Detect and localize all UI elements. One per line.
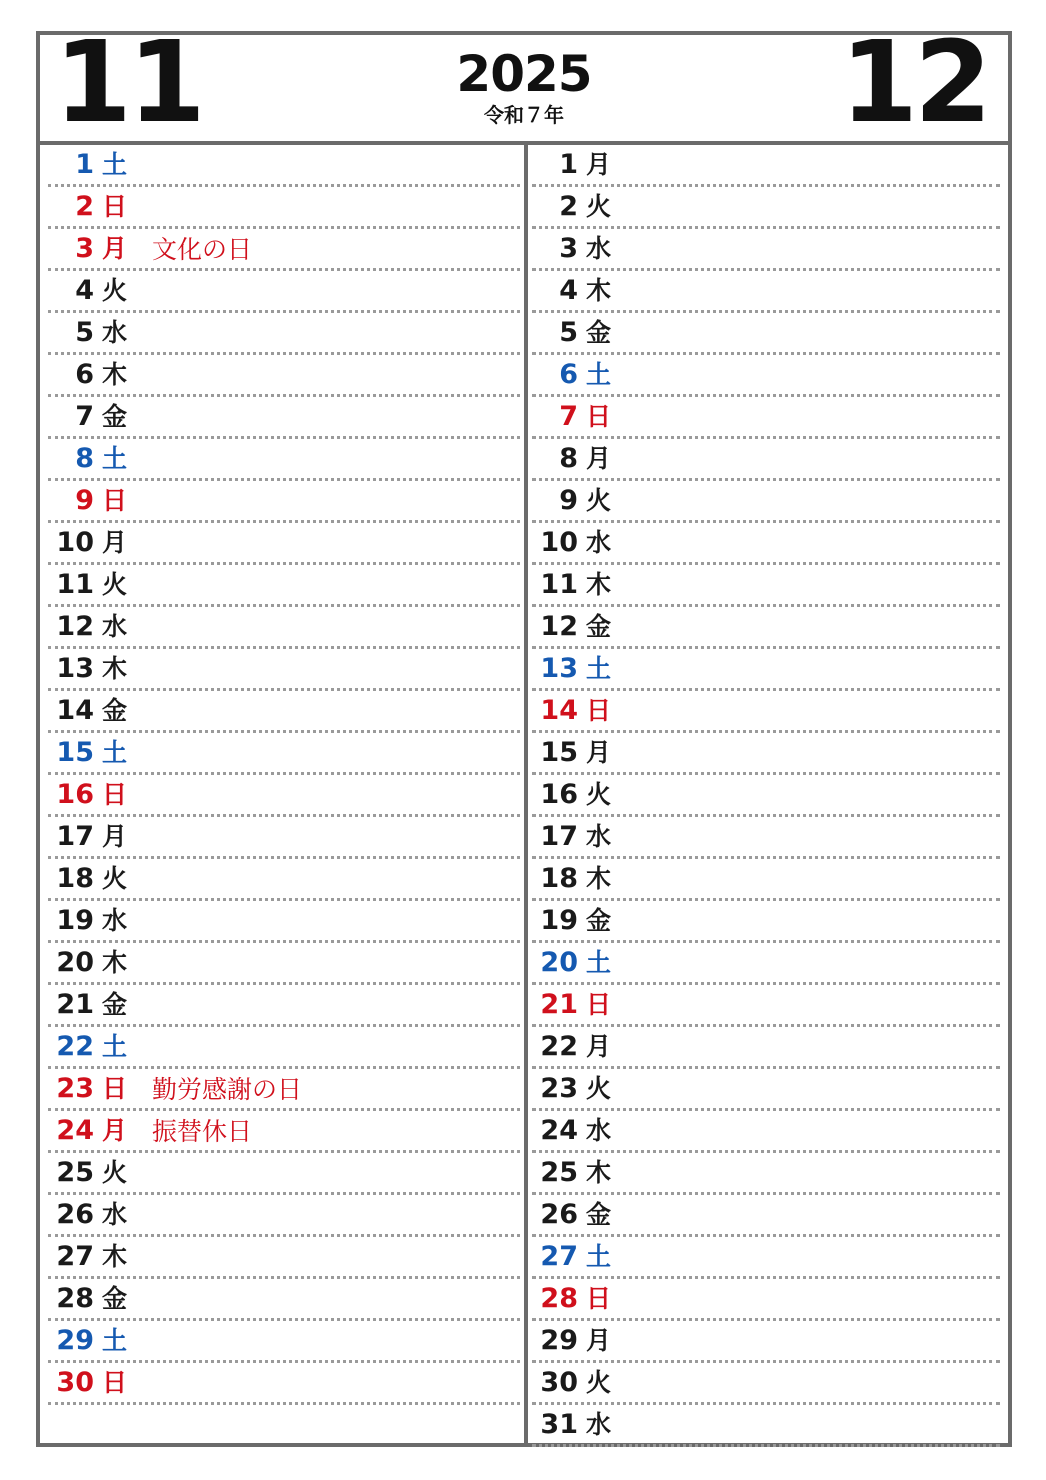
day-row <box>48 691 520 733</box>
era-label: 令和７年 <box>484 103 564 127</box>
day-number: 30 <box>56 1367 94 1398</box>
day-row <box>48 355 520 397</box>
day-number: 16 <box>56 779 94 810</box>
calendar-header <box>40 18 1008 148</box>
weekday-label: 日 <box>102 192 128 221</box>
day-row <box>532 1237 1000 1279</box>
day-row <box>48 145 520 187</box>
weekday-label: 金 <box>586 906 612 935</box>
weekday-label: 水 <box>102 318 128 347</box>
weekday-label: 日 <box>102 780 128 809</box>
day-number: 9 <box>75 485 94 516</box>
weekday-label: 金 <box>102 696 128 725</box>
weekday-label: 日 <box>586 696 612 725</box>
weekday-label: 月 <box>102 1116 128 1145</box>
day-number: 23 <box>540 1073 578 1104</box>
day-number: 5 <box>559 317 578 348</box>
day-row <box>532 481 1000 523</box>
day-number: 20 <box>540 947 578 978</box>
day-number: 9 <box>559 485 578 516</box>
day-row <box>48 901 520 943</box>
day-number: 18 <box>56 863 94 894</box>
day-number: 19 <box>540 905 578 936</box>
day-row <box>48 943 520 985</box>
day-row <box>532 859 1000 901</box>
day-number: 23 <box>56 1073 94 1104</box>
day-row <box>532 649 1000 691</box>
day-row <box>48 271 520 313</box>
weekday-label: 木 <box>586 1158 612 1187</box>
day-number: 20 <box>56 947 94 978</box>
day-number: 22 <box>56 1031 94 1062</box>
day-row <box>532 397 1000 439</box>
day-row <box>532 355 1000 397</box>
day-number: 17 <box>56 821 94 852</box>
day-row <box>532 1405 1000 1447</box>
day-row <box>532 313 1000 355</box>
day-row <box>532 943 1000 985</box>
day-row <box>48 607 520 649</box>
day-number: 7 <box>559 401 578 432</box>
weekday-label: 火 <box>586 1074 612 1103</box>
weekday-label: 月 <box>102 528 128 557</box>
day-number: 11 <box>540 569 578 600</box>
weekday-label: 木 <box>102 360 128 389</box>
weekday-label: 木 <box>586 864 612 893</box>
weekday-label: 火 <box>586 780 612 809</box>
day-number: 25 <box>540 1157 578 1188</box>
day-number: 14 <box>56 695 94 726</box>
day-number: 1 <box>75 149 94 180</box>
day-number: 2 <box>75 191 94 222</box>
day-row <box>48 775 520 817</box>
weekday-label: 金 <box>102 1284 128 1313</box>
weekday-label: 土 <box>102 150 128 179</box>
weekday-label: 水 <box>586 1410 612 1439</box>
day-row <box>48 1363 520 1405</box>
day-row <box>48 1027 520 1069</box>
day-number: 8 <box>75 443 94 474</box>
day-row <box>532 1111 1000 1153</box>
weekday-label: 月 <box>586 1032 612 1061</box>
weekday-label: 月 <box>102 234 128 263</box>
weekday-label: 日 <box>586 402 612 431</box>
day-number: 31 <box>540 1409 578 1440</box>
day-number: 19 <box>56 905 94 936</box>
day-row <box>48 1237 520 1279</box>
day-number: 30 <box>540 1367 578 1398</box>
year-label: 2025 <box>456 45 592 103</box>
day-row <box>532 145 1000 187</box>
day-number: 14 <box>540 695 578 726</box>
weekday-label: 日 <box>102 486 128 515</box>
column-divider <box>524 145 528 1443</box>
day-row <box>48 733 520 775</box>
day-row <box>48 1279 520 1321</box>
weekday-label: 土 <box>586 1242 612 1271</box>
weekday-label: 木 <box>102 654 128 683</box>
day-number: 26 <box>56 1199 94 1230</box>
day-number: 3 <box>559 233 578 264</box>
day-row <box>48 313 520 355</box>
day-row <box>48 649 520 691</box>
day-row <box>532 1279 1000 1321</box>
day-row <box>532 1069 1000 1111</box>
day-row <box>532 901 1000 943</box>
day-row <box>532 1195 1000 1237</box>
day-number: 16 <box>540 779 578 810</box>
day-number: 3 <box>75 233 94 264</box>
weekday-label: 水 <box>102 906 128 935</box>
day-number: 10 <box>56 527 94 558</box>
day-number: 21 <box>56 989 94 1020</box>
day-number: 24 <box>56 1115 94 1146</box>
day-number: 6 <box>75 359 94 390</box>
day-row <box>532 1153 1000 1195</box>
weekday-label: 土 <box>586 360 612 389</box>
day-row <box>532 565 1000 607</box>
day-number: 13 <box>56 653 94 684</box>
day-row <box>532 523 1000 565</box>
calendar-frame <box>36 18 1012 1447</box>
day-number: 13 <box>540 653 578 684</box>
day-row <box>48 229 520 271</box>
day-row <box>48 859 520 901</box>
day-number: 12 <box>56 611 94 642</box>
day-number: 24 <box>540 1115 578 1146</box>
day-row <box>532 187 1000 229</box>
day-number: 4 <box>75 275 94 306</box>
day-number: 4 <box>559 275 578 306</box>
day-row <box>532 1321 1000 1363</box>
weekday-label: 火 <box>102 1158 128 1187</box>
weekday-label: 金 <box>586 318 612 347</box>
day-row <box>532 817 1000 859</box>
weekday-label: 火 <box>102 570 128 599</box>
weekday-label: 水 <box>586 822 612 851</box>
weekday-label: 月 <box>102 822 128 851</box>
day-number: 10 <box>540 527 578 558</box>
weekday-label: 日 <box>102 1368 128 1397</box>
weekday-label: 土 <box>102 738 128 767</box>
weekday-label: 日 <box>586 1284 612 1313</box>
day-row <box>532 691 1000 733</box>
november-column <box>48 145 520 1405</box>
weekday-label: 火 <box>586 192 612 221</box>
weekday-label: 金 <box>102 402 128 431</box>
day-number: 27 <box>540 1241 578 1272</box>
day-number: 18 <box>540 863 578 894</box>
day-row <box>532 607 1000 649</box>
day-number: 29 <box>56 1325 94 1356</box>
day-row <box>48 439 520 481</box>
weekday-label: 火 <box>102 276 128 305</box>
weekday-label: 水 <box>586 528 612 557</box>
holiday-name: 振替休日 <box>152 1117 253 1146</box>
day-number: 28 <box>540 1283 578 1314</box>
day-number: 21 <box>540 989 578 1020</box>
day-row <box>48 523 520 565</box>
weekday-label: 水 <box>102 1200 128 1229</box>
day-row <box>532 985 1000 1027</box>
day-number: 2 <box>559 191 578 222</box>
weekday-label: 金 <box>102 990 128 1019</box>
day-row <box>48 481 520 523</box>
day-row <box>48 1069 520 1111</box>
day-row <box>48 1153 520 1195</box>
day-number: 26 <box>540 1199 578 1230</box>
day-row <box>48 1195 520 1237</box>
weekday-label: 土 <box>102 1326 128 1355</box>
day-number: 11 <box>56 569 94 600</box>
weekday-label: 月 <box>586 1326 612 1355</box>
weekday-label: 土 <box>586 948 612 977</box>
day-row <box>48 985 520 1027</box>
day-row <box>532 439 1000 481</box>
weekday-label: 月 <box>586 738 612 767</box>
day-number: 27 <box>56 1241 94 1272</box>
day-number: 28 <box>56 1283 94 1314</box>
holiday-name: 勤労感謝の日 <box>152 1075 303 1104</box>
day-number: 22 <box>540 1031 578 1062</box>
day-number: 7 <box>75 401 94 432</box>
weekday-label: 金 <box>586 612 612 641</box>
weekday-label: 木 <box>102 1242 128 1271</box>
right-month-number: 12 <box>840 18 988 148</box>
weekday-label: 月 <box>586 150 612 179</box>
day-row <box>48 187 520 229</box>
day-number: 17 <box>540 821 578 852</box>
day-row <box>48 397 520 439</box>
day-number: 15 <box>540 737 578 768</box>
day-row <box>48 1321 520 1363</box>
weekday-label: 日 <box>586 990 612 1019</box>
day-row <box>48 817 520 859</box>
left-month-number: 11 <box>54 18 202 148</box>
day-number: 6 <box>559 359 578 390</box>
holiday-name: 文化の日 <box>152 235 253 264</box>
weekday-label: 土 <box>586 654 612 683</box>
day-number: 25 <box>56 1157 94 1188</box>
day-row <box>48 1111 520 1153</box>
day-row <box>532 271 1000 313</box>
day-number: 1 <box>559 149 578 180</box>
day-number: 8 <box>559 443 578 474</box>
weekday-label: 土 <box>102 1032 128 1061</box>
day-number: 29 <box>540 1325 578 1356</box>
weekday-label: 月 <box>586 444 612 473</box>
day-number: 5 <box>75 317 94 348</box>
day-row <box>532 775 1000 817</box>
weekday-label: 木 <box>586 570 612 599</box>
day-number: 15 <box>56 737 94 768</box>
weekday-label: 水 <box>586 1116 612 1145</box>
weekday-label: 木 <box>102 948 128 977</box>
december-column <box>532 145 1000 1447</box>
weekday-label: 火 <box>586 486 612 515</box>
weekday-label: 火 <box>586 1368 612 1397</box>
day-row <box>532 229 1000 271</box>
day-row <box>532 1027 1000 1069</box>
weekday-label: 水 <box>102 612 128 641</box>
day-row <box>532 1363 1000 1405</box>
day-row <box>48 565 520 607</box>
weekday-label: 土 <box>102 444 128 473</box>
weekday-label: 日 <box>102 1074 128 1103</box>
weekday-label: 水 <box>586 234 612 263</box>
day-row <box>532 733 1000 775</box>
weekday-label: 木 <box>586 276 612 305</box>
weekday-label: 金 <box>586 1200 612 1229</box>
weekday-label: 火 <box>102 864 128 893</box>
day-number: 12 <box>540 611 578 642</box>
